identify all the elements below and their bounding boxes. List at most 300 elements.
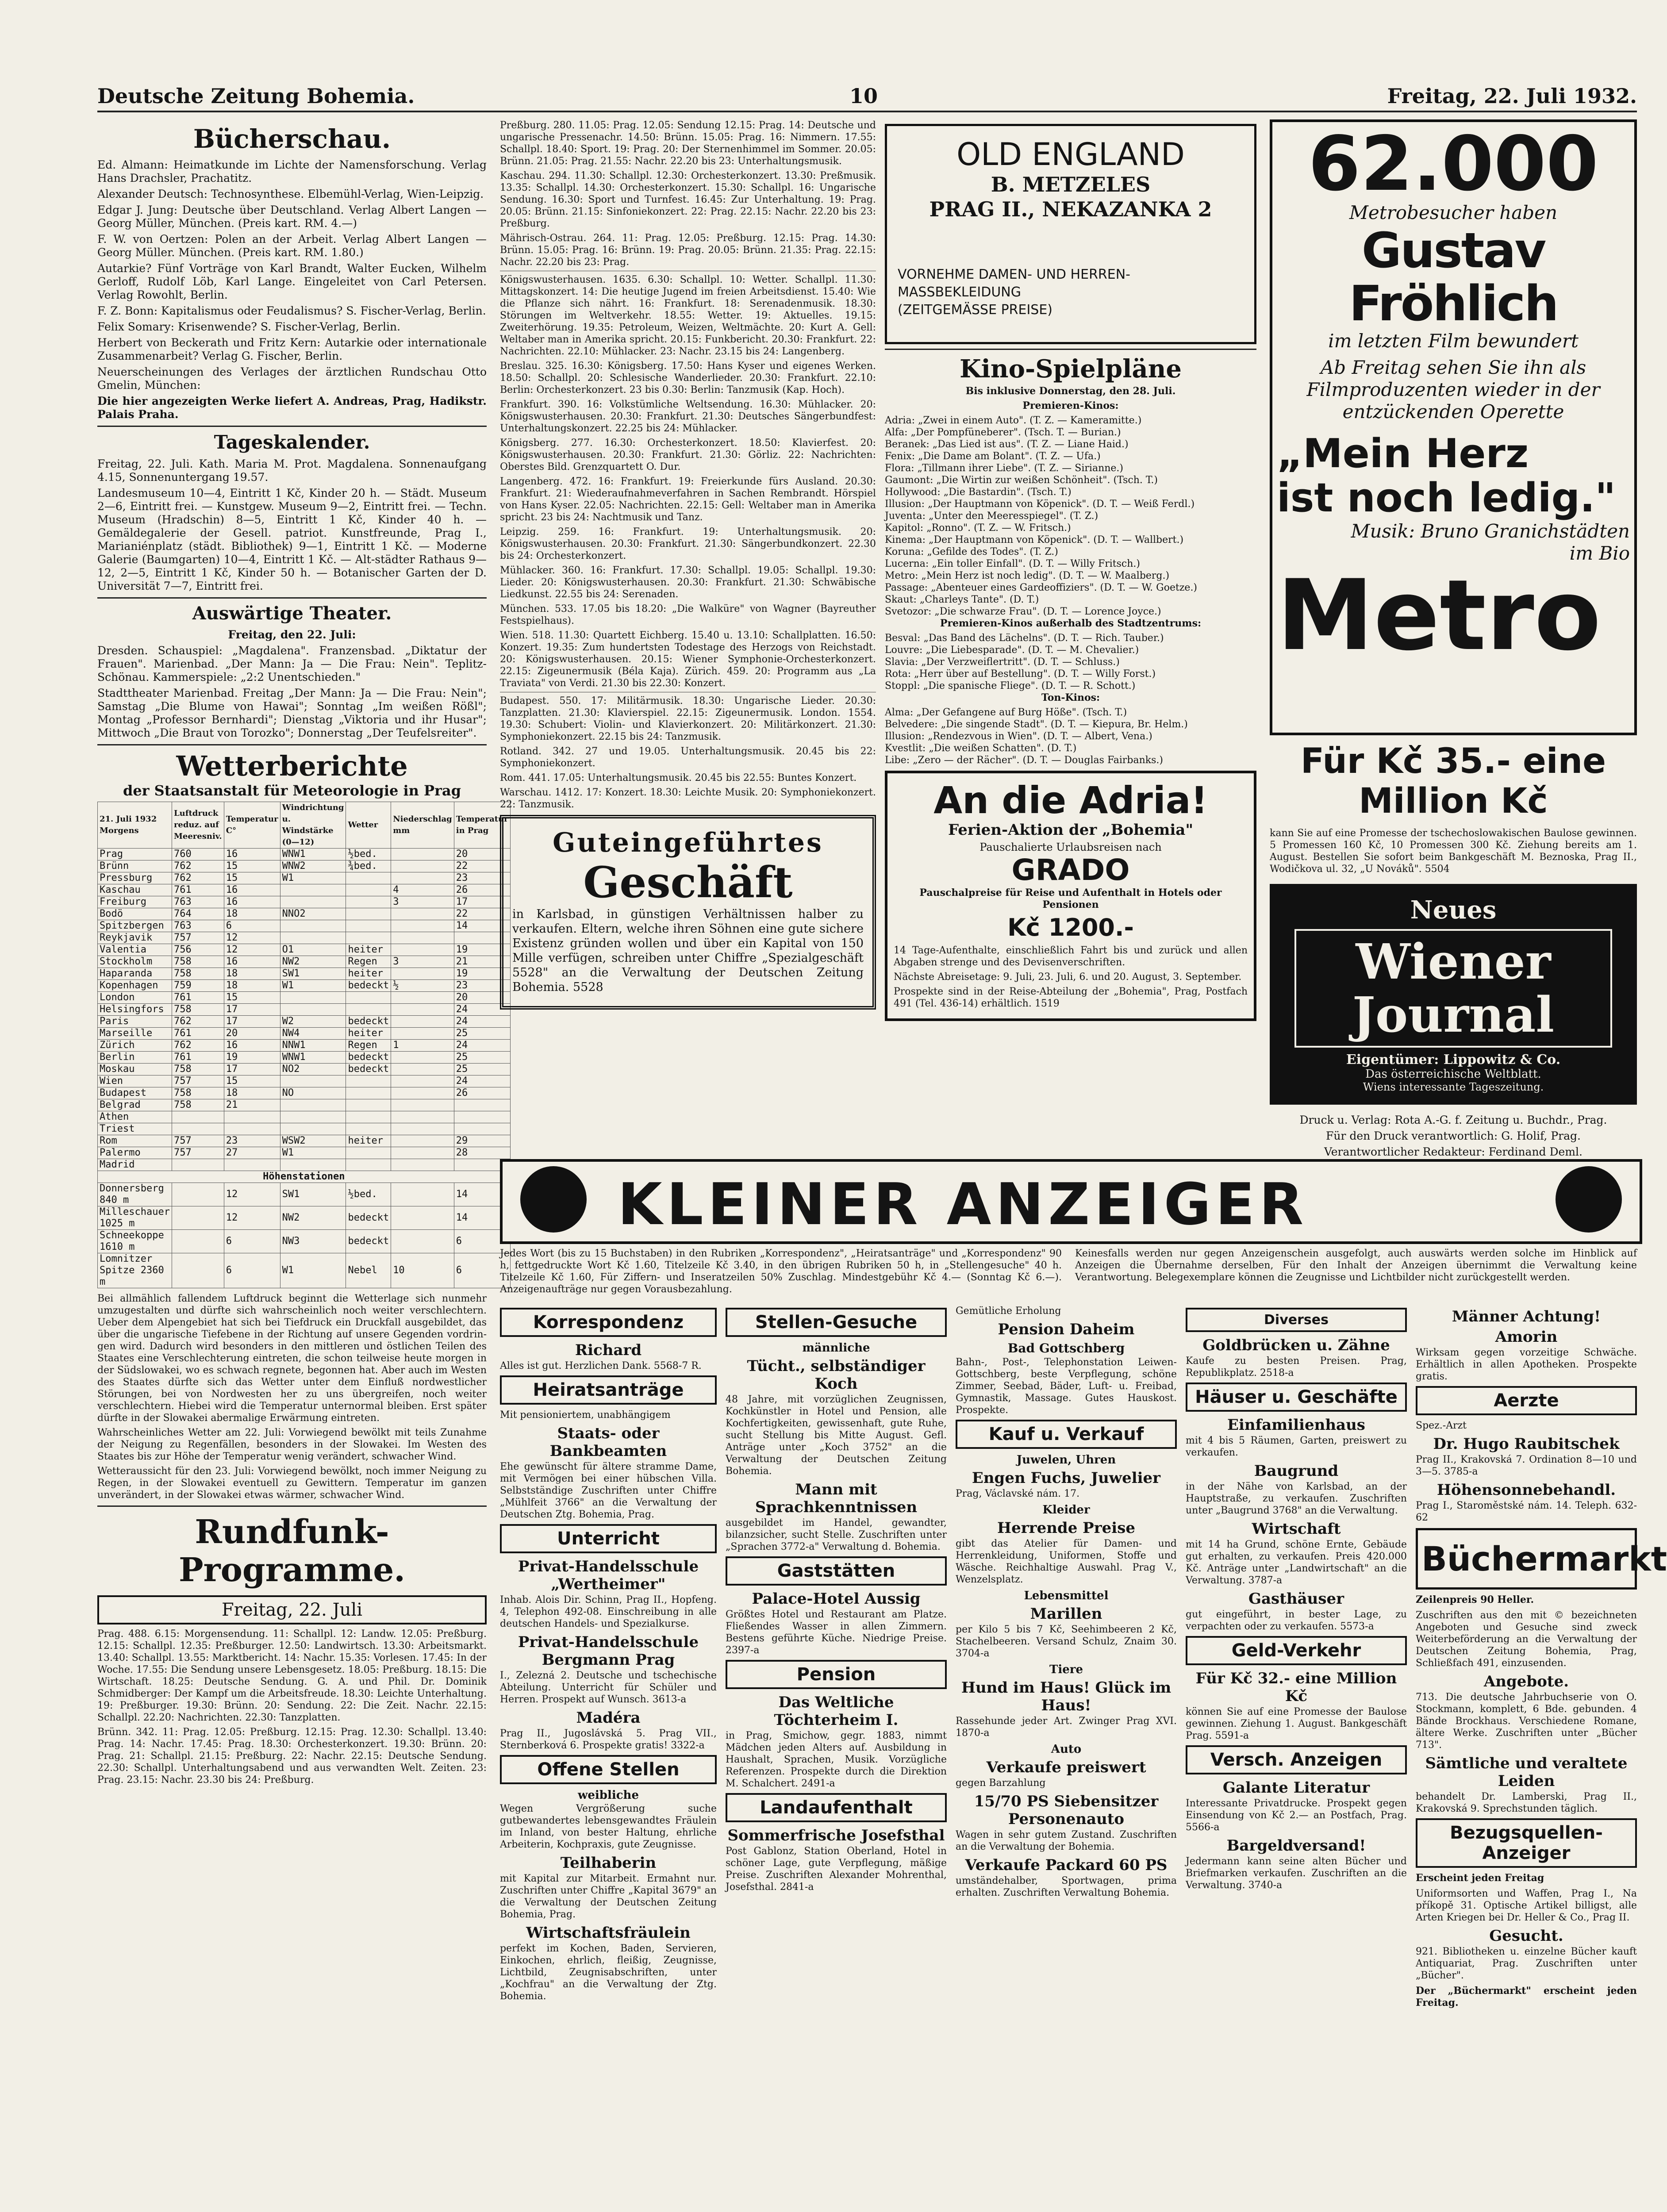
metro-number: 62.000 [1308,120,1598,208]
table-cell: Valentia [98,944,172,956]
radio-program: Budapest. 550. 17: Militärmusik. 18.30: Ungarische Lieder. 20.30: Tanzplatten. 21.30: Klavierspiel. 22.15: Zigeunermusik. London. 1554. 19.30: Schubert: Violin- und Klavierkonzert. 20: Militärkonzert. 21.30: Symphoniekonzert. 22.15 bis 24: Tanzmusik. [500,695,876,742]
table-cell [224,1111,280,1123]
table-row [98,1135,511,1147]
table-cell: 758 [172,1087,224,1099]
table-cell: Belgrad [98,1099,172,1111]
radio-program: Königswusterhausen. 1635. 6.30: Schallpl. 10: Wetter. Schallpl. 11.30: Mittagskonzert. 14: Die heutige Jugend im freien Arbeitsdienst. 15.40: Wie die Pflanze sich nährt. 16: Frankfurt. 18: Serenadenmusik. 18.30: Störungen im Weltverkehr. 18.55: Wetter. 19: Aktuelles. 19.15: Zweiterhörung. 19.35: Petroleum, Weizen, Weltmächte. 20: Kurt A. Gell: Weltaber man in Amerika spricht. 20.15: Funkbericht. 20.30: Frankfurt. 22: Nachrichten. 22.10: Mühlacker. 23: Nachr. 23.15 bis 24: Langenberg. [500,274,876,357]
table-cell: 25 [454,1028,510,1040]
theater-title: Auswärtige Theater. [192,603,392,624]
table-cell: Kaschau [98,884,172,896]
table-cell [346,1087,391,1099]
calendar-text: Landesmuseum 10—4, Eintritt 1 Kč, Kinder 20 h. — Städt. Museum 2—6, Eintritt frei. — Kunstgew. Museum 9—2, Eintritt frei. — Techn. Museum (Hradschin) 8—5, Eintritt 1 Kč, Kinder 40 h. — Gemäldegalerie der Gesell. patriot. Kunstfreunde, Prag I., Marianiénplatz (städt. Bibliothek) 9—1, Eintritt 1 Kč. — Moderne Galerie (Baumgarten) 10—4, Eintritt 1 Kč. — Alt-städter Rathaus 9—12, 2—5, Eintritt 1 Kč, Kinder 50 h. — Botanischer Garten der D. Universität 7—7, Eintritt frei. [97,487,487,592]
table-cell: 19 [224,1052,280,1064]
ad-line: Gemütliche Erholung [956,1306,1061,1317]
kino-entry: Metro: „Mein Herz ist noch ledig". (D. T. — W. Maalberg.) [885,570,1170,581]
kino-subtitle: Bis inklusive Donnerstag, den 28. Juli. [965,385,1176,397]
table-row [98,1230,511,1253]
kino-entry: Libe: „Zero — der Rächer". (D. T. — Douglas Fairbanks.) [885,755,1163,766]
table-row [98,968,511,980]
table-cell: 28 [454,1147,510,1159]
table-cell [172,1253,224,1288]
table-cell: NW2 [280,956,346,968]
table-row [98,908,511,920]
newspaper-name: Deutsche Zeitung Bohemia. [97,84,415,108]
intro-text: Jedes Wort (bis zu 15 Buchstaben) in den Rubriken „Korrespondenz", „Heiratsanträge" und „Korrespondenz" 90 h, fettgedruckte Wort Kč 1.60, Titelzeile Kč 3.40, in den übrigen Rubriken 50 h, in „Stellengesuche" 40 h. Titelzeile Kč 1.60, Für Ziffern- und Inseratzeilen 50% Zuschlag. Mindestgebühr Kč 4.— (Sonntag Kč 6.—). Anzeigenaufträge nur gegen Vorausbezahlung. [500,1248,1062,1295]
kino-entry: Kapitol: „Ronno". (T. Z. — W. Fritsch.) [885,522,1071,534]
page-header [97,80,1637,112]
table-cell [280,1099,346,1111]
category-bezugsquellen: Bezugsquellen-Anzeiger [1416,1818,1637,1868]
kino-entry: Koruna: „Gefilde des Todes". (T. Z.) [885,546,1058,557]
table-cell: SW1 [280,1183,346,1206]
table-cell: ½bed. [346,1183,391,1206]
table-cell: 25 [454,1052,510,1064]
table-cell: Bodö [98,908,172,920]
book-entry: Edgar J. Jung: Deutsche über Deutschland. Verlag Albert Langen — Georg Müller, München. (Preis kart. RM. 4.—) [97,204,487,230]
table-cell: ½bed. [346,849,391,860]
weather-text: Wahrscheinliches Wetter am 22. Juli: Vorwiegend bewölkt mit teils Zunahme der Neigung zu Regenfällen, besonders in der Slowakei. Im Westen des Staates bis zur Höhe der Temperatur wenig verändert, schwacher Wind. [97,1427,487,1462]
oe-title: OLD ENGLAND [956,136,1185,173]
table-cell: 759 [172,980,224,992]
table-cell [346,1159,391,1171]
table-cell: NO2 [280,1064,346,1075]
table-cell [346,896,391,908]
ad-text: gut eingeführt, in bester Lage, zu verpachten oder zu verkaufen. 5573-a [1186,1609,1407,1632]
book-entry: Alexander Deutsch: Technosynthese. Elbemühl-Verlag, Wien-Leipzig. [97,188,484,200]
kino-premieren: Premieren-Kinos: [1022,400,1119,411]
kino-entry: Louvre: „Die Liebesparade". (D. T. — M. Chevalier.) [885,645,1139,656]
wetter-subtitle: der Staatsanstalt für Meteorologie in Prag [123,782,461,799]
table-cell [391,1052,454,1064]
table-cell [280,1111,346,1123]
metro-film-title-2: ist noch ledig." [1277,475,1616,521]
ad-title: Sämtliche und veraltete Leiden [1425,1755,1628,1790]
table-cell: 18 [224,980,280,992]
table-cell [391,1087,454,1099]
table-cell: WSW2 [280,1135,346,1147]
table-row [98,1087,511,1099]
table-cell: 19 [454,944,510,956]
wiener-neues: Neues [1410,895,1497,925]
category-aerzte: Aerzte [1416,1386,1637,1415]
table-cell [391,1183,454,1206]
radio-program: Breslau. 325. 16.30: Königsberg. 17.50: Hans Kyser und eigenes Werken. 18.50: Schallpl. 20: Schlesische Wanderlieder. 20.30: Frankfurt. 22.10: Berlin: Orchesterkonzert. 23 bis 0.30: Berlin: Tanzmusik (Kap. Hoch). [500,361,876,396]
kino-entry: Illusion: „Rendezvous in Wien". (D. T. — Albert, Vena.) [885,731,1152,742]
table-cell [391,1159,454,1171]
kino-premieren-2: Premieren-Kinos außerhalb des Stadtzentrums: [940,618,1202,629]
table-cell: 758 [172,968,224,980]
table-row [98,980,511,992]
hoehen-table-body [98,1183,511,1288]
table-cell: 762 [172,1016,224,1028]
table-row [98,920,511,932]
table-cell: 15 [224,860,280,872]
metro-music: Musik: Bruno Granichstädten [1351,520,1630,542]
ad-text: Jedermann kann seine alten Bücher und Briefmarken verkaufen. Zuschriften an die Verwaltung. 3740-a [1186,1856,1407,1891]
book-entry: Herbert von Beckerath und Fritz Kern: Autarkie oder internationale Zusammenarbeit? Verlag G. Fischer, Berlin. [97,336,487,362]
table-cell [224,1159,280,1171]
ad-title: Für Kč 32.- eine Million Kč [1195,1670,1397,1705]
table-cell: bedeckt [346,1016,391,1028]
category-geldverkehr: Geld-Verkehr [1186,1636,1407,1665]
radio-program: Kaschau. 294. 11.30: Schallpl. 12.30: Orchesterkonzert. 13.30: Preßmusik. 13.35: Schallpl. 14.30: Orchesterkonzert. 15.30: Schallpl. 16: Ungarische Sendung. 16.30: Sport und Turnfest. 16.45: Zur Unterhaltung. 19: Prag. 20.05: Brünn. 21.15: Sinfoniekonzert. 22: Prag. 22.15: Nachr. 22.20 bis 23: Preßburg. [500,170,876,229]
kino-entry: Juventa: „Unter den Meeresspiegel". (T. Z.) [885,511,1099,522]
ad-text: Prag, Václavské nám. 17. [956,1488,1080,1499]
table-cell [280,920,346,932]
table-row [98,944,511,956]
tageskalender-title: Tageskalender. [214,431,370,453]
ad-text: gegen Barzahlung [956,1778,1046,1789]
kleiner-anzeiger-intro [500,1248,1637,1295]
ad-title: Verkaufe Packard 60 PS [965,1856,1168,1874]
table-cell: bedeckt [346,1230,391,1253]
table-row [98,1004,511,1016]
table-cell: W1 [280,1253,346,1288]
table-cell: Pressburg [98,872,172,884]
table-cell: 22 [454,860,510,872]
category-landaufenthalt: Landaufenthalt [726,1793,947,1822]
column-2 [500,119,876,1150]
table-cell: 12 [224,932,280,944]
ad-line: Erscheint jeden Freitag [1416,1872,1544,1884]
table-cell: bedeckt [346,980,391,992]
category-unterricht: Unterricht [500,1524,717,1553]
table-header: Windrichtung u. Windstärke (0—12) [280,802,346,849]
table-cell: 29 [454,1135,510,1147]
classified-column-4 [1186,1305,1407,2212]
table-cell [346,884,391,896]
table-cell: 12 [224,944,280,956]
table-cell: Regen [346,1040,391,1052]
table-cell: Stockholm [98,956,172,968]
book-entry: F. W. von Oertzen: Polen an der Arbeit. Verlag Albert Langen — Georg Müller. München. (Preis kart. RM. 1.80.) [97,233,487,259]
ad-title: Teilhaberin [560,1854,657,1872]
column-4 [1270,119,1637,1158]
adria-text: 14 Tage-Aufenthalte, einschließlich Fahrt bis und zurück und allen Abgaben strenge und des Devisenverschriften. [894,945,1248,968]
table-cell [391,1016,454,1028]
table-cell: Haparanda [98,968,172,980]
table-cell: heiter [346,1135,391,1147]
ad-title: Sommerfrische Josefsthal [727,1827,945,1844]
table-cell: 24 [454,1040,510,1052]
table-cell [346,1004,391,1016]
category-pension: Pension [726,1660,947,1689]
million-title: Für Kč 35.- eine Million Kč [1300,741,1606,821]
category-heirat: Heiratsanträge [500,1375,717,1405]
table-cell: 758 [172,1064,224,1075]
table-header: Luftdruck reduz. auf Meeresniv. [172,802,224,849]
kino-entry: Stoppl: „Die spanische Fliege". (D. T. — R. Schott.) [885,680,1136,691]
table-cell: ¾bed. [346,860,391,872]
table-cell: 15 [224,872,280,884]
rundfunk-day: Freitag, 22. Juli [97,1595,487,1624]
table-row [98,1206,511,1230]
table-cell: 3 [391,956,454,968]
ad-subcategory: Kleider [1042,1503,1090,1517]
classified-column-2 [726,1305,947,2212]
ad-title: Palace-Hotel Aussig [752,1590,921,1608]
adria-line: Pauschalpreise für Reise und Aufenthalt in Hotels oder Pensionen [919,887,1222,910]
table-cell [280,932,346,944]
adria-text: Prospekte sind in der Reise-Abteilung der „Bohemia", Prag, Postfach 491 (Tel. 436-14) erhältlich. 1519 [894,986,1248,1009]
classified-column-1 [500,1305,717,2212]
table-cell: 27 [224,1147,280,1159]
geschaeft-subtitle: Geschäft [583,857,793,907]
ad-text: 921. Bibliotheken u. einzelne Bücher kauft Antiquariat, Prag. Zuschriften unter „Bücher". [1416,1946,1637,1981]
table-cell [172,1123,224,1135]
table-cell: 14 [454,920,510,932]
table-cell: 18 [224,968,280,980]
category-versch-anzeigen: Versch. Anzeigen [1186,1745,1407,1774]
wiener-journal-ad [1270,884,1637,1105]
buechermarkt-title: Büchermarkt [1416,1528,1637,1590]
category-stellengesuche: Stellen-Gesuche [726,1308,947,1337]
table-cell [280,884,346,896]
table-cell: 757 [172,932,224,944]
table-cell: 26 [454,1087,510,1099]
million-text: kann Sie auf eine Promesse der tschechoslowakischen Baulose gewinnen. 5 Promessen 160 Kč, 10 Promessen 300 Kč. Ziehung bereits am 1. August. Bestellen Sie sofort beim Bankgeschäft M. Beznoska, Prag II., Wodičkova ul. 32, „U Nováků". 5504 [1270,828,1637,875]
table-cell: 20 [454,849,510,860]
table-cell: Moskau [98,1064,172,1075]
issue-date: Freitag, 22. Juli 1932. [1387,84,1637,108]
ad-text: Wegen Vergrößerung suche gutbewandertes lebensgewandtes Fräulein im Inland, von bester Haltung, ehrliche Arbeiterin, Kochpraxis, gute Zeugnisse. [500,1803,717,1850]
ad-subcategory: Auto [1051,1743,1082,1756]
ad-text: 48 Jahre, mit vorzüglichen Zeugnissen, Kochkünstler in Hotel und Pension, alle Kochfertigkeiten, gewissenhaft, gute Ruhe, sucht Stellung bis Mitte August. Gefl. Anträge unter „Koch 3752" an die Verwaltung der Deutschen Zeitung Bohemia. [726,1394,947,1477]
ad-text: können Sie auf eine Promesse der Baulose gewinnen. Ziehung 1. August. Bankgeschäft Prag. 5591-a [1186,1706,1407,1741]
metro-line: Metrobesucher haben [1349,202,1558,223]
table-cell: WNW2 [280,860,346,872]
table-cell: heiter [346,944,391,956]
table-cell [346,932,391,944]
table-cell [391,1206,454,1230]
divider [97,744,487,745]
table-cell: 19 [454,968,510,980]
table-cell: 6 [454,1230,510,1253]
table-cell [280,992,346,1004]
book-entry: F. Z. Bonn: Kapitalismus oder Feudalismus? S. Fischer-Verlag, Berlin. [97,304,486,317]
table-cell: 1 [391,1040,454,1052]
table-cell: Madrid [98,1159,172,1171]
table-cell [280,1075,346,1087]
table-cell: 758 [172,1004,224,1016]
table-cell [391,1028,454,1040]
table-cell: 16 [224,884,280,896]
wiener-line: Das österreichische Weltblatt. [1365,1068,1541,1081]
table-cell [346,872,391,884]
table-cell: Milleschauer 1025 m [98,1206,172,1230]
ad-text: Prag II., Jugoslávská 5. Prag VII., Sternberková 6. Prospekte gratis! 3322-a [500,1728,717,1751]
impressum: Verantwortlicher Redakteur: Ferdinand Deml. [1324,1145,1582,1158]
table-cell: 14 [454,1206,510,1230]
buecherschau-title: Bücherschau. [193,124,391,154]
table-cell: 17 [224,1016,280,1028]
table-cell [391,1064,454,1075]
table-cell: 15 [224,1075,280,1087]
ad-title: Madéra [576,1709,641,1727]
impressum: Für den Druck verantwortlich: G. Holif, Prag. [1326,1129,1581,1142]
theater-text: Dresden. Schauspiel: „Magdalena". Franzensbad. „Diktatur der Frauen". Marienbad. „Der Mann: Ja — Die Frau: Nein". Teplitz-Schönau. Kammerspiele: „2:2 Unentschieden." [97,644,487,684]
metro-line: im Bio [1569,542,1630,564]
ad-text: gibt das Atelier für Damen- und Herrenkleidung, Uniformen, Stoffe und Wäsche. Reichhaltige Auswahl. Prag V., Wenzelsplatz. [956,1538,1177,1585]
radio-program: Königsberg. 277. 16.30: Orchesterkonzert. 18.50: Klavierfest. 20: Königswusterhausen. 20.30: Frankfurt. 21.30: Görliz. 22: Nachrichten: Oberstes Bild. Grenzquartett O. Dur. [500,438,876,472]
radio-program: Rotland. 342. 27 und 19.05. Unterhaltungsmusik. 20.45 bis 22: Symphoniekonzert. [500,746,876,769]
kino-entry: Rota: „Herr über auf Bestellung". (D. T. — Willy Forst.) [885,668,1156,680]
table-row [98,1183,511,1206]
divider [97,426,487,427]
table-cell: 12 [224,1183,280,1206]
adria-text: Nächste Abreisetage: 9. Juli, 23. Juli, 6. und 20. August, 3. September. [894,972,1242,983]
column-1 [97,119,508,2212]
table-cell: Spitzbergen [98,920,172,932]
table-cell [391,1123,454,1135]
ad-title: Privat-Handelsschule „Wertheimer" [518,1558,699,1593]
table-cell: NO [280,1087,346,1099]
table-cell: 26 [454,884,510,896]
table-cell [391,908,454,920]
table-cell [391,1147,454,1159]
ad-title: Goldbrücken u. Zähne [1202,1336,1390,1354]
table-cell [346,1111,391,1123]
kino-entry: Passage: „Abenteuer eines Gardeoffiziers". (D. T. — W. Goetze.) [885,582,1198,593]
ad-text: in Prag, Smichow, gegr. 1883, nimmt Mädchen jeden Alters auf. Ausbildung in Haushalt, Sprachen, Musik. Vorzügliche Referenzen. Prospekte durch die Direktion M. Schalchert. 2491-a [726,1730,947,1789]
kino-entry: Kvestlit: „Die weißen Schatten". (D. T.) [885,743,1077,754]
table-cell: 764 [172,908,224,920]
table-cell: 758 [172,1099,224,1111]
kino-entry: Hollywood: „Die Bastardin". (Tsch. T.) [885,487,1072,498]
table-cell: 15 [224,992,280,1004]
table-cell: 23 [454,980,510,992]
table-cell: Lomnitzer Spitze 2360 m [98,1253,172,1288]
table-cell [346,1123,391,1135]
oe-address: PRAG II., NEKAZANKA 2 [929,197,1212,221]
table-cell: London [98,992,172,1004]
table-cell [346,908,391,920]
hoehen-title: Höhenstationen [98,1171,511,1183]
table-cell: Helsingfors [98,1004,172,1016]
ad-title: Marillen [1030,1605,1102,1623]
table-cell: 762 [172,872,224,884]
ad-title: Wirtschaft [1252,1520,1341,1538]
ad-title: Einfamilienhaus [1227,1416,1365,1434]
ad-title: Gasthäuser [1248,1590,1344,1608]
radio-program: Preßburg. 280. 11.05: Prag. 12.05: Sendung 12.15: Prag. 14: Deutsche und ungarische Pressenachr. 14.50: Brünn. 15.05: Prag. 16: Nimmern. 17.55: Schallpl. 18.40: Sport. 19: Prag. 20: Der Sternenhimmel im Sommer. 20.05: Brünn. 21.05: Prag. 21.55: Nachr. 22.20 bis 23: Unterhaltungsmusik. [500,120,876,167]
adria-line: Pauschalierte Urlaubsreisen nach [979,841,1162,853]
ad-text: Wirksam gegen vorzeitige Schwäche. Erhältlich in allen Apotheken. Prospekte gratis. [1416,1347,1637,1382]
kino-entry: Gaumont: „Die Wirtin zur weißen Schönheit". (Tsch. T.) [885,475,1158,486]
metro-cinema-ad [1270,119,1637,735]
ad-title: Hund im Haus! Glück im Haus! [961,1679,1172,1714]
ad-text: mit 14 ha Grund, schöne Ernte, Gebäude gut erhalten, zu verkaufen. Preis 420.000 Kč. Anträge unter „Landwirtschaft" an die Verwaltung. 3787-a [1186,1539,1407,1586]
table-row [98,1123,511,1135]
radio-program: Mühlacker. 360. 16: Frankfurt. 17.30: Schallpl. 19.05: Schallpl. 19.30: Lieder. 20: Königswusterhausen. 20.30: Frankfurt. 21.30: Schwäbische Liedkunst. 22.55 bis 24: Serenaden. [500,565,876,600]
ad-text: Ehe gewünscht für ältere stramme Dame, mit Vermögen bei einer hübschen Villa. Selbstständige Zuschriften unter Chiffre „Mühlfeit 3766" an die Verwaltung der Deutschen Ztg. Bohemia, Prag. [500,1461,717,1520]
kleiner-anzeiger-title: KLEINER ANZEIGER [618,1171,1308,1238]
table-cell: 757 [172,1075,224,1087]
classified-column-3 [956,1305,1177,2212]
ad-subtitle: Bad Gottschberg [1007,1341,1125,1356]
table-cell: 23 [454,872,510,884]
table-cell: 6 [224,1253,280,1288]
table-cell: 17 [224,1004,280,1016]
table-cell: Wien [98,1075,172,1087]
table-cell: 756 [172,944,224,956]
radio-program: Brünn. 342. 11: Prag. 12.05: Preßburg. 12.15: Prag. 12.30: Schallpl. 13.40: Prag. 14: Nachr. 17.45: Prag. 18.30: Orchesterkonzert. 19.30: Brünn. 20: Prag. 21: Schallpl. 21.15: Preßburg. 22: Nachr. 22.15: Deutsche Sendung. 22.30: Schallpl. Unterhaltungsabend und aus verwandten Welt. Zeiten. 23: Prag. 23.15: Nachr. 23.30 bis 24: Preßburg. [97,1727,487,1786]
table-cell: bedeckt [346,1206,391,1230]
table-header: 21. Juli 1932 Morgens [98,802,172,849]
table-cell [172,1230,224,1253]
ad-title: Männer Achtung! [1452,1308,1601,1325]
ad-text: mit 4 bis 5 Räumen, Garten, preiswert zu verkaufen. [1186,1435,1407,1458]
table-cell: 18 [224,908,280,920]
ad-title: Angebote. [1483,1673,1569,1690]
kino-entry: Illusion: „Der Hauptmann von Köpenick". (D. T. — Weiß Ferdl.) [885,499,1195,510]
table-cell: 4 [391,884,454,896]
table-cell [391,932,454,944]
newspaper-page [27,13,1667,2212]
kino-title: Kino-Spielpläne [959,354,1182,384]
table-cell [224,1123,280,1135]
metro-film-title: „Mein Herz [1277,430,1529,477]
book-entry: Neuerscheinungen des Verlages der ärztlichen Rundschau Otto Gmelin, München: [97,365,487,392]
table-row [98,956,511,968]
kino-entry: Adria: „Zwei in einem Auto". (T. Z. — Kameramitte.) [885,415,1142,426]
ad-title: Gesucht. [1489,1927,1563,1945]
table-cell [391,1135,454,1147]
metro-line: Ab Freitag sehen Sie ihn als Filmproduzenten wieder in der entzückenden Operette [1306,357,1600,422]
ad-subcategory: männliche [802,1341,870,1355]
ad-title: Baugrund [1254,1462,1339,1480]
oe-prices: (ZEITGEMÄSSE PREISE) [898,302,1053,318]
table-cell [391,968,454,980]
table-cell: 763 [172,896,224,908]
table-cell: W1 [280,872,346,884]
adria-subtitle: Ferien-Aktion der „Bohemia" [948,821,1194,839]
table-cell [172,1111,224,1123]
table-cell: 10 [391,1253,454,1288]
table-cell: 6 [224,920,280,932]
table-cell [172,1206,224,1230]
table-row [98,872,511,884]
kino-list-3 [885,707,1256,766]
table-cell: 761 [172,884,224,896]
table-cell: WNW1 [280,849,346,860]
table-cell: W1 [280,980,346,992]
table-row [98,884,511,896]
table-cell: 17 [454,896,510,908]
table-row [98,1040,511,1052]
weather-table-body [98,849,511,1171]
table-row [98,1052,511,1064]
divider [97,1505,487,1507]
table-cell: 761 [172,992,224,1004]
table-cell: 25 [454,1064,510,1075]
ad-text: per Kilo 5 bis 7 Kč, Seehimbeeren 2 Kč, Stachelbeeren. Versand Schulz, Znaim 30. 3704-a [956,1624,1177,1659]
ad-title: Staats- oder Bankbeamten [549,1425,667,1460]
kino-entry: Belvedere: „Die singende Stadt". (D. T. — Kiepura, Br. Helm.) [885,719,1188,730]
wetter-title: Wetterberichte [176,750,408,782]
table-cell [346,1147,391,1159]
table-cell: 758 [172,956,224,968]
table-cell: heiter [346,1028,391,1040]
ad-text: mit Kapital zur Mitarbeit. Ermahnt nur. Zuschriften unter Chiffre „Kapital 3679" an die Verwaltung der Deutschen Zeitung Bohemia, Prag. [500,1873,717,1920]
ad-title: Privat-Handelsschule Bergmann Prag [518,1633,699,1669]
ad-text: Wagen in sehr gutem Zustand. Zuschriften an die Verwaltung der Bohemia. [956,1829,1177,1852]
table-cell: NW2 [280,1206,346,1230]
table-header: Wetter [346,802,391,849]
table-header: Temperatur in Prag [454,802,510,849]
ad-text: Uniformsorten und Waffen, Prag I., Na příkopě 31. Optische Artikel billigst, alle Arten Kriegen bei Dr. Heller & Co., Prag II. [1416,1888,1637,1923]
divider [885,349,1256,350]
